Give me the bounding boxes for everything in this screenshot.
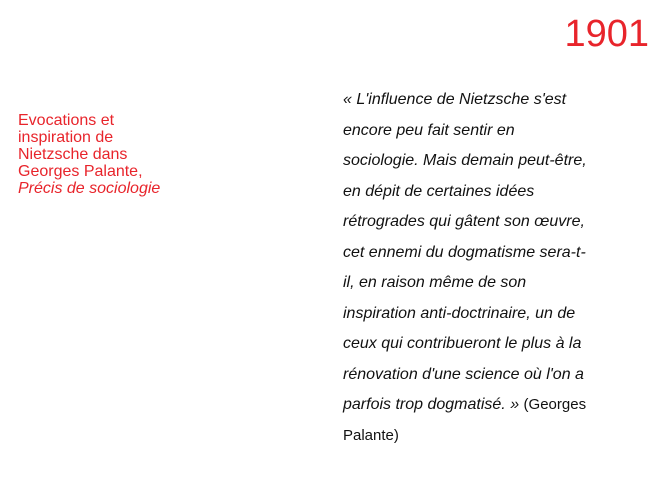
quote-line: en dépit de certaines idées [343,182,535,200]
quote-line: il, en raison même de son [343,274,527,291]
quote-line: parfois trop dogmatisé. » [343,396,520,413]
caption-line: Nietzsche dans [18,146,128,163]
quote-attribution: Palante) [343,426,399,444]
caption-line: Evocations et [18,112,115,129]
quote-line: cet ennemi du dogmatisme sera-t- [343,243,586,261]
year-heading: 1901 [564,13,649,55]
caption-line: inspiration de [18,129,114,146]
book-title: Précis de sociologie [18,180,161,197]
quote-line: ceux qui contribueront le plus à la [343,335,582,352]
quote-line: rénovation d'une science où l'on a [343,365,584,383]
quote-attribution: (Georges [523,396,587,413]
quote-block [343,85,643,451]
quote-line: inspiration anti-doctrinaire, un de [343,304,576,322]
quote-line: « L'influence de Nietzsche s'est [343,91,567,108]
caption [18,112,218,197]
quote-line: encore peu fait sentir en [343,121,515,139]
caption-line: Georges Palante, [18,163,143,180]
quote-line: sociologie. Mais demain peut-être, [343,152,587,169]
quote-line: rétrogrades qui gâtent son œuvre, [343,213,585,230]
